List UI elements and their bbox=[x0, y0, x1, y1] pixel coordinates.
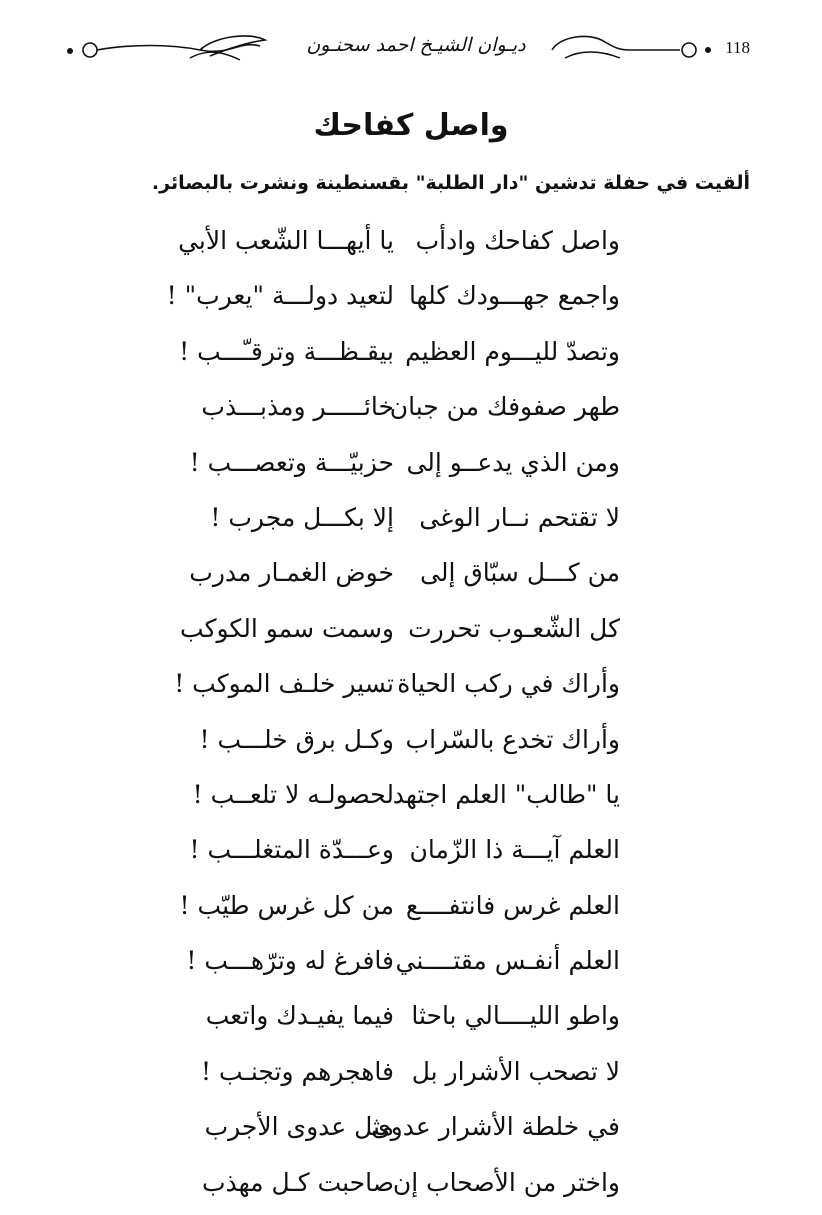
verse bbox=[0, 717, 822, 772]
verse bbox=[0, 1049, 822, 1104]
verse bbox=[0, 329, 822, 384]
verse-first-hemistich: وأراك تخدع بالسّراب bbox=[405, 724, 620, 754]
verse bbox=[0, 440, 822, 495]
verse-first-hemistich: من كـــل سبّاق إلى bbox=[420, 558, 620, 588]
verse-second-hemistich: تسير خلـف الموكب ! bbox=[174, 669, 394, 699]
verse-first-hemistich: العلم أنفـس مقتــــني bbox=[395, 946, 620, 976]
verse bbox=[0, 606, 822, 661]
verse-first-hemistich: واطو الليــــالي باحثا bbox=[411, 1001, 620, 1031]
verse bbox=[0, 273, 822, 328]
verse-first-hemistich: العلم آيـــة ذا الزّمان bbox=[409, 835, 620, 865]
verse bbox=[0, 495, 822, 550]
verse bbox=[0, 993, 822, 1048]
verse-second-hemistich: لتعيد دولـــة "يعرب" ! bbox=[166, 281, 394, 311]
verse bbox=[0, 938, 822, 993]
verse-second-hemistich: من كل غرس طيّب ! bbox=[179, 890, 394, 920]
verse bbox=[0, 550, 822, 605]
verse-first-hemistich: واختر من الأصحاب إن bbox=[392, 1167, 620, 1197]
verse-first-hemistich: العلم غرس فانتفــــع bbox=[405, 890, 620, 920]
verse-second-hemistich: فيما يفيـدك واتعب bbox=[205, 1001, 394, 1031]
verse-second-hemistich: فافرغ له وترّهـــب ! bbox=[186, 946, 394, 976]
page-header bbox=[60, 28, 772, 72]
verse-first-hemistich: طهر صفوفك من جبان bbox=[389, 392, 620, 422]
verse-second-hemistich: صاحبت كـل مهذب bbox=[201, 1167, 394, 1197]
verse-first-hemistich: ومن الذي يدعــو إلى bbox=[406, 447, 620, 477]
running-title: ديـوان الشيـخ احمد سحنـون bbox=[306, 34, 526, 56]
verse bbox=[0, 661, 822, 716]
page-number: 118 bbox=[725, 38, 750, 57]
verse bbox=[0, 384, 822, 439]
poem-body bbox=[0, 218, 822, 1215]
verse-second-hemistich: وكـل برق خلـــب ! bbox=[199, 724, 394, 754]
poem-subtitle: ألقيت في حفلة تدشين "دار الطلبة" بقسنطينة ونشرت بالبصائر. bbox=[151, 172, 750, 194]
verse bbox=[0, 827, 822, 882]
verse-second-hemistich: حزبيّـــة وتعصـــب ! bbox=[189, 447, 394, 477]
verse-second-hemistich: وعـــدّة المتغلـــب ! bbox=[189, 835, 394, 865]
verse-second-hemistich: لحصولـه لا تلعــب ! bbox=[192, 779, 394, 809]
verse-first-hemistich: واصل كفاحك وادأب bbox=[415, 226, 620, 255]
verse-first-hemistich: وأراك في ركب الحياة bbox=[397, 669, 620, 699]
verse bbox=[0, 218, 822, 273]
verse bbox=[0, 1104, 822, 1159]
verse-second-hemistich: بيقـظـــة وترقـّـــب ! bbox=[179, 336, 394, 366]
verse-second-hemistich: يا أيهـــا الشّعب الأبي bbox=[178, 226, 394, 255]
verse-second-hemistich: مثل عدوى الأجرب bbox=[204, 1112, 394, 1142]
verse-second-hemistich: إلا بكـــل مجرب ! bbox=[210, 502, 394, 532]
verse-first-hemistich: كل الشّعـوب تحررت bbox=[408, 613, 620, 643]
verse bbox=[0, 772, 822, 827]
verse-first-hemistich: وتصدّ لليـــوم العظيم bbox=[405, 336, 620, 366]
verse-first-hemistich: في خلطة الأشرار عدوى bbox=[371, 1112, 620, 1142]
verse bbox=[0, 883, 822, 938]
verse-second-hemistich: خائـــــر ومذبـــذب bbox=[201, 392, 394, 422]
verse-second-hemistich: خوض الغمـار مدرب bbox=[189, 558, 394, 588]
poem-title: واصل كفاحك bbox=[313, 108, 509, 143]
verse-first-hemistich: واجمع جهـــودك كلها bbox=[408, 281, 620, 311]
verse-first-hemistich: لا تصحب الأشرار بل bbox=[411, 1056, 620, 1086]
verse-second-hemistich: وسمت سمو الكوكب bbox=[180, 613, 394, 643]
verse-first-hemistich: يا "طالب" العلم اجتهد bbox=[392, 779, 620, 809]
verse-first-hemistich: لا تقتحم نــار الوغى bbox=[419, 502, 620, 532]
verse-second-hemistich: فاهجرهم وتجنـب ! bbox=[200, 1056, 394, 1086]
